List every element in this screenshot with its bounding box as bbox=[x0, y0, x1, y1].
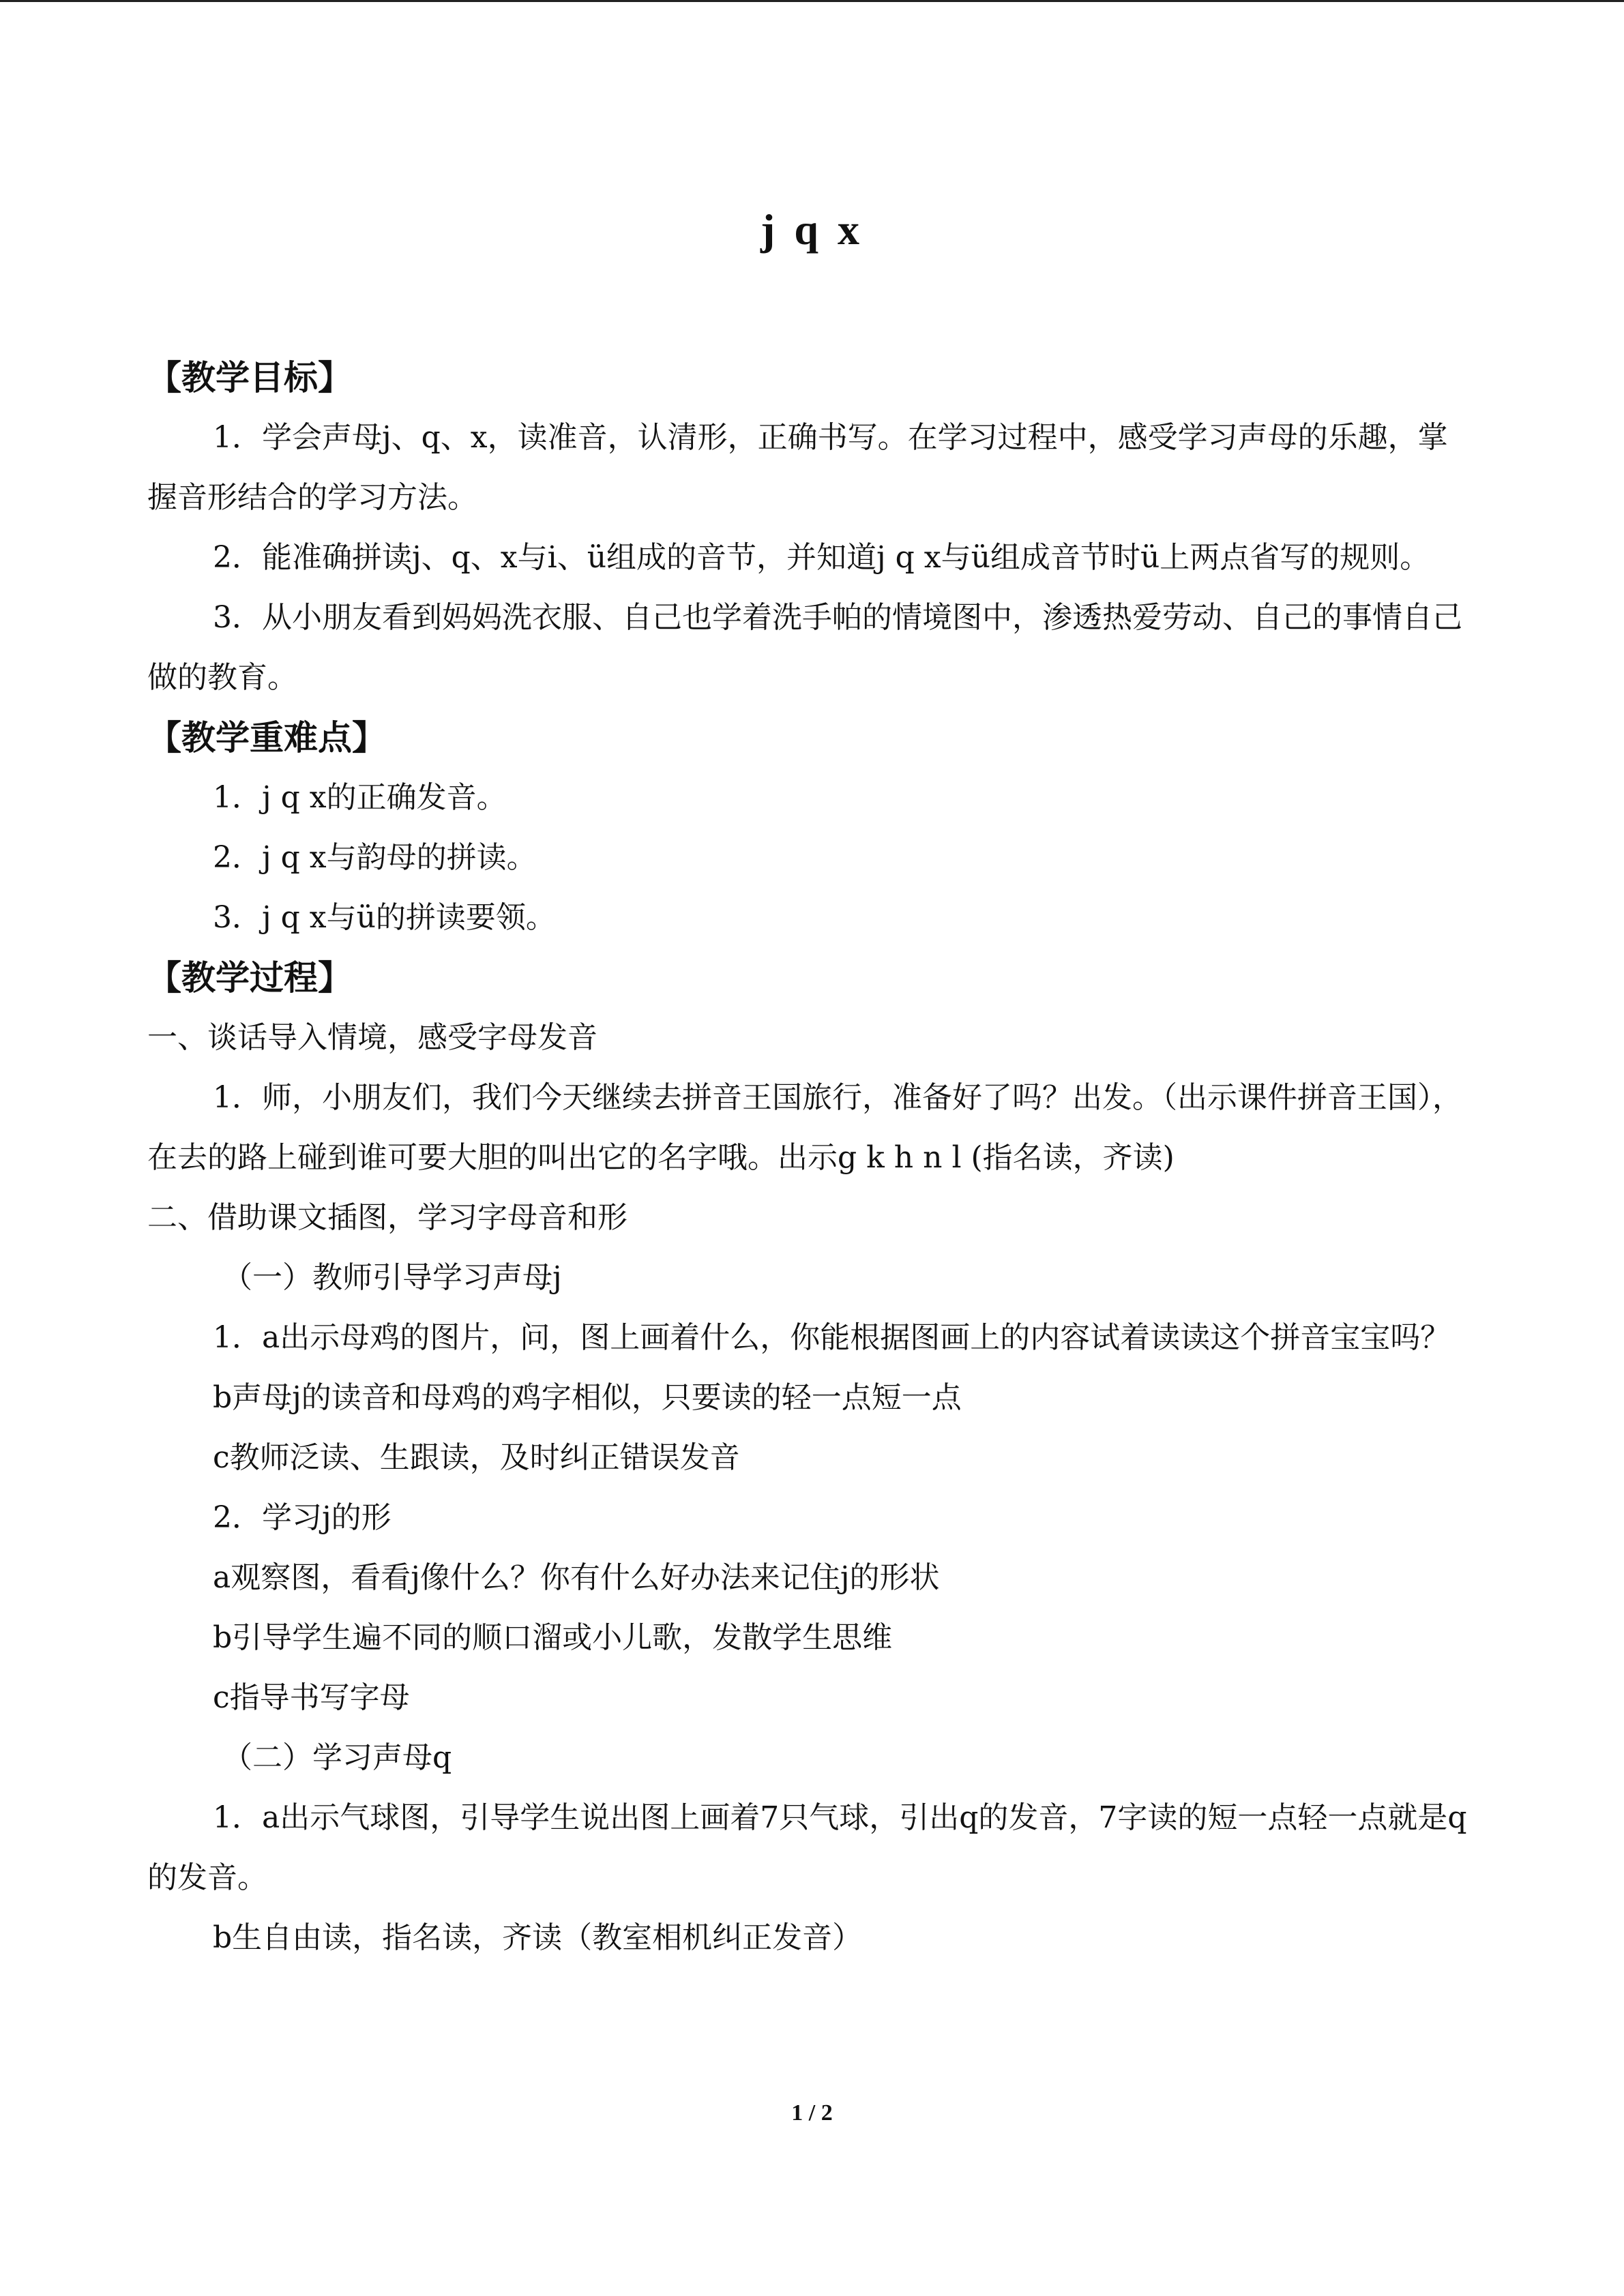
heading-goals: 【教学目标】 bbox=[147, 358, 352, 398]
heading-process: 【教学过程】 bbox=[147, 958, 352, 998]
key-point-2: 2．j q x与韵母的拼读。 bbox=[213, 840, 537, 875]
j-step-2a: a观察图，看看j像什么？你有什么好办法来记住j的形状 bbox=[213, 1560, 940, 1595]
process-paragraph-1: 1．师，小朋友们，我们今天继续去拼音王国旅行，准备好了吗？出发。（出示课件拼音王国），在去的路上碰到谁可要大胆的叫出它的名字哦。出示g k h n l (指名读，齐读) bbox=[147, 1080, 1462, 1175]
heading-key-points: 【教学重难点】 bbox=[147, 718, 386, 758]
j-step-2b: b引导学生遍不同的顺口溜或小儿歌，发散学生思维 bbox=[213, 1620, 893, 1655]
page-title: j q x bbox=[761, 205, 863, 254]
top-border-line bbox=[0, 0, 1624, 2]
q-step-1b: b生自由读，指名读，齐读（教室相机纠正发音） bbox=[213, 1920, 863, 1955]
key-point-3: 3．j q x与ü的拼读要领。 bbox=[213, 900, 556, 935]
goal-item-1: 1．学会声母j、q、x，读准音，认清形，正确书写。在学习过程中，感受学习声母的乐趣，掌握音形结合的学习方法。 bbox=[147, 420, 1448, 515]
goal-item-3: 3．从小朋友看到妈妈洗衣服、自己也学着洗手帕的情境图中，渗透热爱劳动、自己的事情自己做的教育。 bbox=[147, 600, 1462, 695]
j-step-2: 2．学习j的形 bbox=[213, 1500, 392, 1535]
subsection-q-title: （二）学习声母q bbox=[222, 1740, 452, 1775]
j-step-2c: c指导书写字母 bbox=[213, 1680, 410, 1715]
section-1-title: 一、谈话导入情境，感受字母发音 bbox=[147, 1020, 597, 1055]
page-number: 1 / 2 bbox=[791, 2100, 833, 2126]
section-2-title: 二、借助课文插图，学习字母音和形 bbox=[147, 1200, 628, 1235]
goal-item-2: 2．能准确拼读j、q、x与i、ü组成的音节，并知道j q x与ü组成音节时ü上两点省写的规则。 bbox=[213, 540, 1430, 575]
document-body bbox=[147, 348, 1477, 1968]
j-step-1c: c教师泛读、生跟读，及时纠正错误发音 bbox=[213, 1440, 740, 1475]
j-step-1b: b声母j的读音和母鸡的鸡字相似，只要读的轻一点短一点 bbox=[213, 1380, 962, 1415]
key-point-1: 1．j q x的正确发音。 bbox=[213, 780, 507, 815]
q-step-1a: 1．a出示气球图，引导学生说出图上画着7只气球，引出q的发音，7字读的短一点轻一点就是q的发音。 bbox=[147, 1800, 1467, 1895]
subsection-j-title: （一）教师引导学习声母j bbox=[222, 1260, 562, 1295]
j-step-1a: 1．a出示母鸡的图片，问，图上画着什么，你能根据图画上的内容试着读读这个拼音宝宝吗？ bbox=[213, 1320, 1451, 1355]
